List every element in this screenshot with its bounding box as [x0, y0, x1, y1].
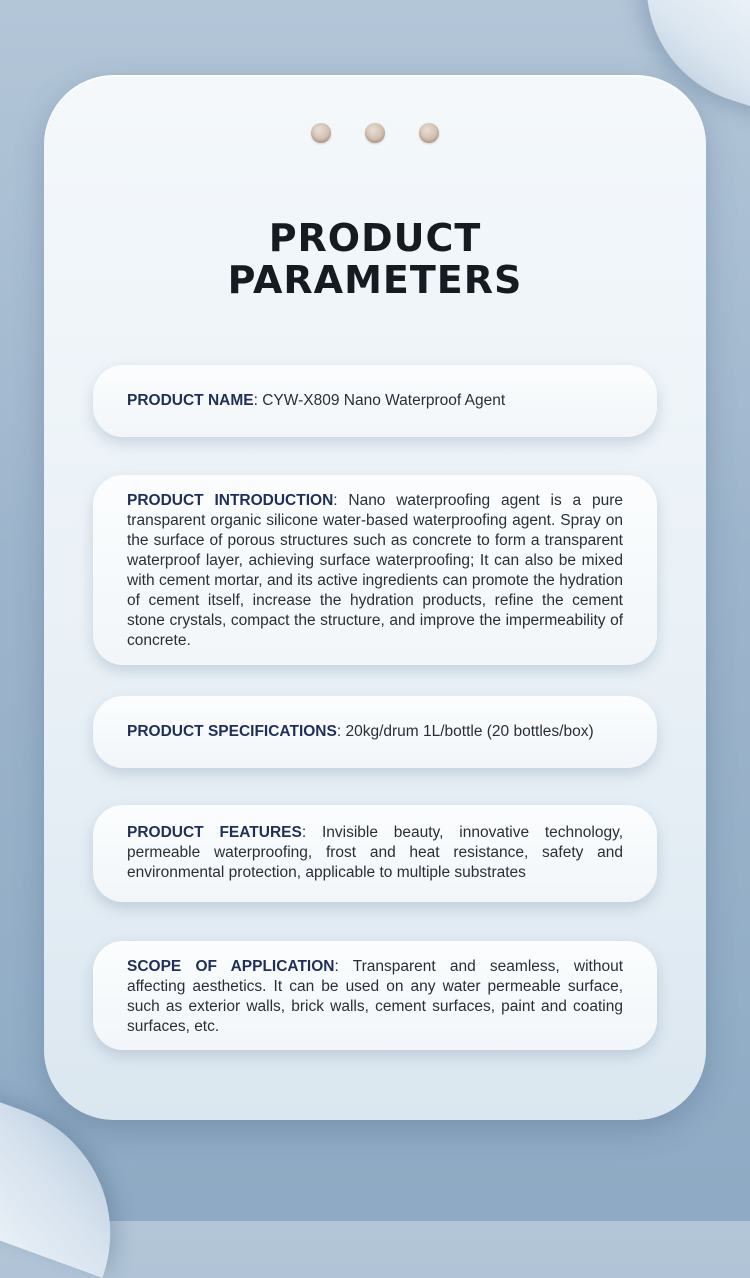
param-label: SCOPE OF APPLICATION — [127, 958, 335, 975]
param-label: PRODUCT FEATURES — [127, 824, 302, 841]
param-product-features — [93, 805, 657, 902]
param-scope-of-application — [93, 941, 657, 1050]
param-value: : Nano waterproofing agent is a pure transparent organic silicone water-based waterproofing agent. Spray on the surface of porous structures such as concrete to form a transparent waterproof layer, achieving surface waterproofing; It can also be mixed with cement mortar, and its active ingredients can promote the hydration of cement itself, increase the hydration products, refine the cement stone crystals, compact the structure, and improve the impermeability of concrete. — [127, 492, 623, 649]
param-label: PRODUCT SPECIFICATIONS — [127, 723, 337, 740]
dot-icon — [419, 123, 439, 143]
decorative-dots — [44, 123, 706, 148]
param-label: PRODUCT INTRODUCTION — [127, 492, 334, 509]
page-title — [44, 217, 706, 301]
param-label: PRODUCT NAME — [127, 392, 254, 409]
param-product-introduction — [93, 475, 657, 665]
param-product-specifications — [93, 696, 657, 768]
param-value: : 20kg/drum 1L/bottle (20 bottles/box) — [336, 723, 594, 740]
dot-icon — [311, 123, 331, 143]
dot-icon — [365, 123, 385, 143]
parameters-card — [44, 75, 706, 1120]
title-line-2: PARAMETERS — [227, 258, 523, 302]
param-value: : CYW-X809 Nano Waterproof Agent — [253, 392, 506, 409]
param-value: : Transparent and seamless, without affecting aesthetics. It can be used on any water permeable surface, such as exterior walls, brick walls, cement surfaces, paint and coating surfaces, etc. — [127, 958, 624, 1035]
title-line-1: PRODUCT — [268, 216, 482, 260]
page-curl-decoration — [0, 1094, 147, 1278]
param-value: : Invisible beauty, innovative technology, permeable waterproofing, frost and heat resistance, safety and environmental protection, applicable to multiple substrates — [127, 824, 624, 881]
param-product-name — [93, 365, 657, 437]
